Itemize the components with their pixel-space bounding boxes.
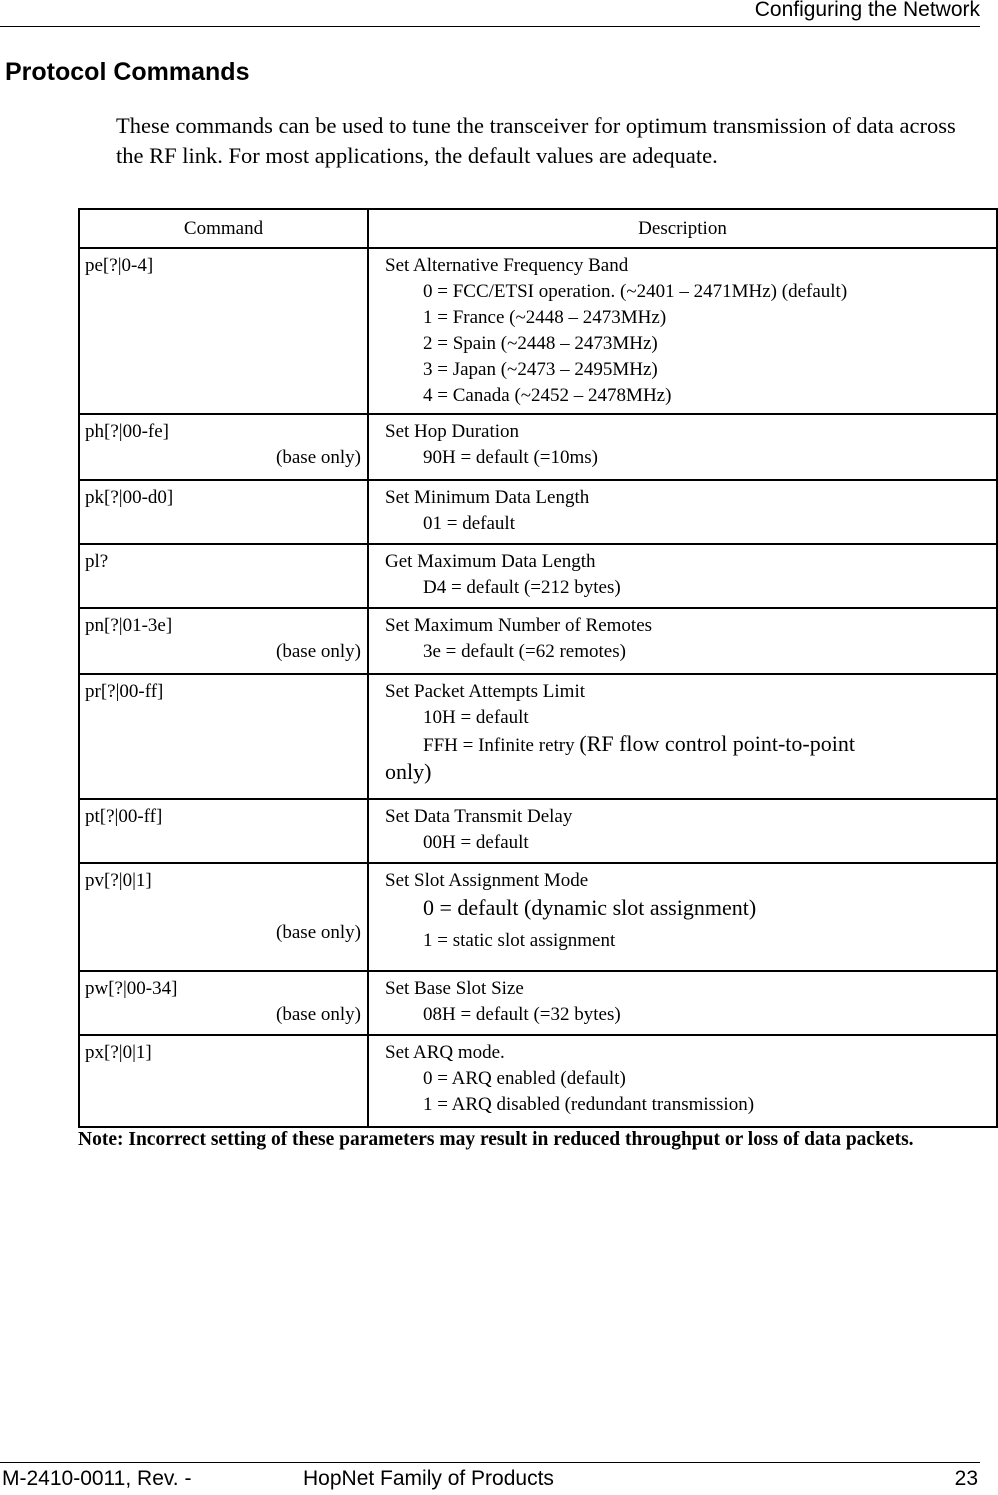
table-row: [79, 1035, 997, 1127]
table-row: [79, 414, 997, 480]
description-title: Set Data Transmit Delay: [385, 806, 573, 827]
description-title: Set Base Slot Size: [385, 978, 524, 999]
table-row: [79, 863, 997, 971]
option-line: 2 = Spain (~2448 – 2473MHz): [423, 333, 658, 354]
option-line: 08H = default (=32 bytes): [423, 1004, 621, 1025]
option-line: 0 = ARQ enabled (default): [423, 1068, 626, 1089]
option-line: 3 = Japan (~2473 – 2495MHz): [423, 359, 658, 380]
command-cell: [79, 863, 368, 971]
description-cell: [368, 608, 997, 674]
command-cell: [79, 414, 368, 480]
protocol-commands-table: [78, 208, 998, 1128]
table-row: [79, 674, 997, 799]
command-name: pr[?|00-ff]: [85, 681, 164, 702]
description-cell: [368, 544, 997, 608]
command-cell: [79, 608, 368, 674]
description-title: Set Minimum Data Length: [385, 487, 590, 508]
command-name: pt[?|00-ff]: [85, 806, 163, 827]
description-title: Set Hop Duration: [385, 421, 520, 442]
command-name: pv[?|0|1]: [85, 870, 152, 891]
description-cell: [368, 480, 997, 544]
command-column-header: Command: [79, 209, 368, 248]
table-row: [79, 971, 997, 1035]
table-row: [79, 799, 997, 863]
description-cell: [368, 863, 997, 971]
page-header: [0, 0, 980, 27]
option-line: 01 = default: [423, 513, 515, 534]
option-text: FFH = Infinite retry: [423, 735, 575, 756]
command-cell: [79, 1035, 368, 1127]
intro-paragraph: These commands can be used to tune the transceiver for optimum transmission of data across the RF link. For most applications, the default values are adequate.: [116, 113, 956, 168]
footer-product: HopNet Family of Products: [303, 1467, 554, 1490]
header-title: Configuring the Network: [754, 0, 980, 21]
option-note: (RF flow control point-to-point: [579, 731, 855, 756]
description-title: Set ARQ mode.: [385, 1042, 505, 1063]
command-name: pl?: [85, 551, 109, 572]
description-cell: [368, 971, 997, 1035]
command-name: pe[?|0-4]: [85, 255, 154, 276]
option-note-continued: only): [385, 759, 432, 784]
option-line: 4 = Canada (~2452 – 2478MHz): [423, 385, 672, 406]
command-name: ph[?|00-fe]: [85, 421, 169, 442]
base-only-note: (base only): [276, 641, 361, 662]
description-title: Set Alternative Frequency Band: [385, 255, 629, 276]
command-name: pw[?|00-34]: [85, 978, 178, 999]
description-cell: [368, 799, 997, 863]
command-cell: [79, 544, 368, 608]
option-line: 0 = FCC/ETSI operation. (~2401 – 2471MHz) (default): [423, 281, 848, 302]
spacer: [85, 894, 361, 920]
base-only-note: (base only): [276, 1004, 361, 1025]
base-only-note: (base only): [276, 447, 361, 468]
section-title: Protocol Commands: [5, 58, 250, 86]
description-title: Set Packet Attempts Limit: [385, 681, 586, 702]
option-line: 00H = default: [423, 832, 529, 853]
description-title: Set Slot Assignment Mode: [385, 870, 589, 891]
description-title: Get Maximum Data Length: [385, 551, 596, 572]
description-cell: [368, 1035, 997, 1127]
description-cell: [368, 674, 997, 799]
description-title: Set Maximum Number of Remotes: [385, 615, 653, 636]
command-cell: [79, 971, 368, 1035]
option-line: [385, 731, 990, 759]
option-line: 0 = default (dynamic slot assignment): [423, 895, 757, 920]
table-row: [79, 544, 997, 608]
option-line: 1 = France (~2448 – 2473MHz): [423, 307, 667, 328]
command-cell: [79, 480, 368, 544]
command-name: pk[?|00-d0]: [85, 487, 174, 508]
table-header-row: [79, 209, 997, 248]
command-cell: [79, 674, 368, 799]
table-row: [79, 608, 997, 674]
option-line: 1 = ARQ disabled (redundant transmission): [423, 1094, 755, 1115]
option-line: 10H = default: [423, 707, 529, 728]
base-only-note: (base only): [276, 922, 361, 943]
option-line: D4 = default (=212 bytes): [423, 577, 621, 598]
option-line: 1 = static slot assignment: [423, 930, 616, 951]
warning-note: Note: Incorrect setting of these parameters may result in reduced throughput or loss of data packets.: [78, 1129, 914, 1150]
description-column-header: Description: [368, 209, 997, 248]
table-row: [79, 248, 997, 414]
command-name: pn[?|01-3e]: [85, 615, 173, 636]
description-cell: [368, 248, 997, 414]
footer-page-number: 23: [954, 1467, 978, 1490]
command-cell: [79, 248, 368, 414]
command-cell: [79, 799, 368, 863]
footer-doc-number: M-2410-0011, Rev. -: [2, 1467, 192, 1490]
description-cell: [368, 414, 997, 480]
option-line: 90H = default (=10ms): [423, 447, 598, 468]
table-row: [79, 480, 997, 544]
page-footer: [0, 1462, 980, 1495]
command-name: px[?|0|1]: [85, 1042, 152, 1063]
option-line: 3e = default (=62 remotes): [423, 641, 626, 662]
